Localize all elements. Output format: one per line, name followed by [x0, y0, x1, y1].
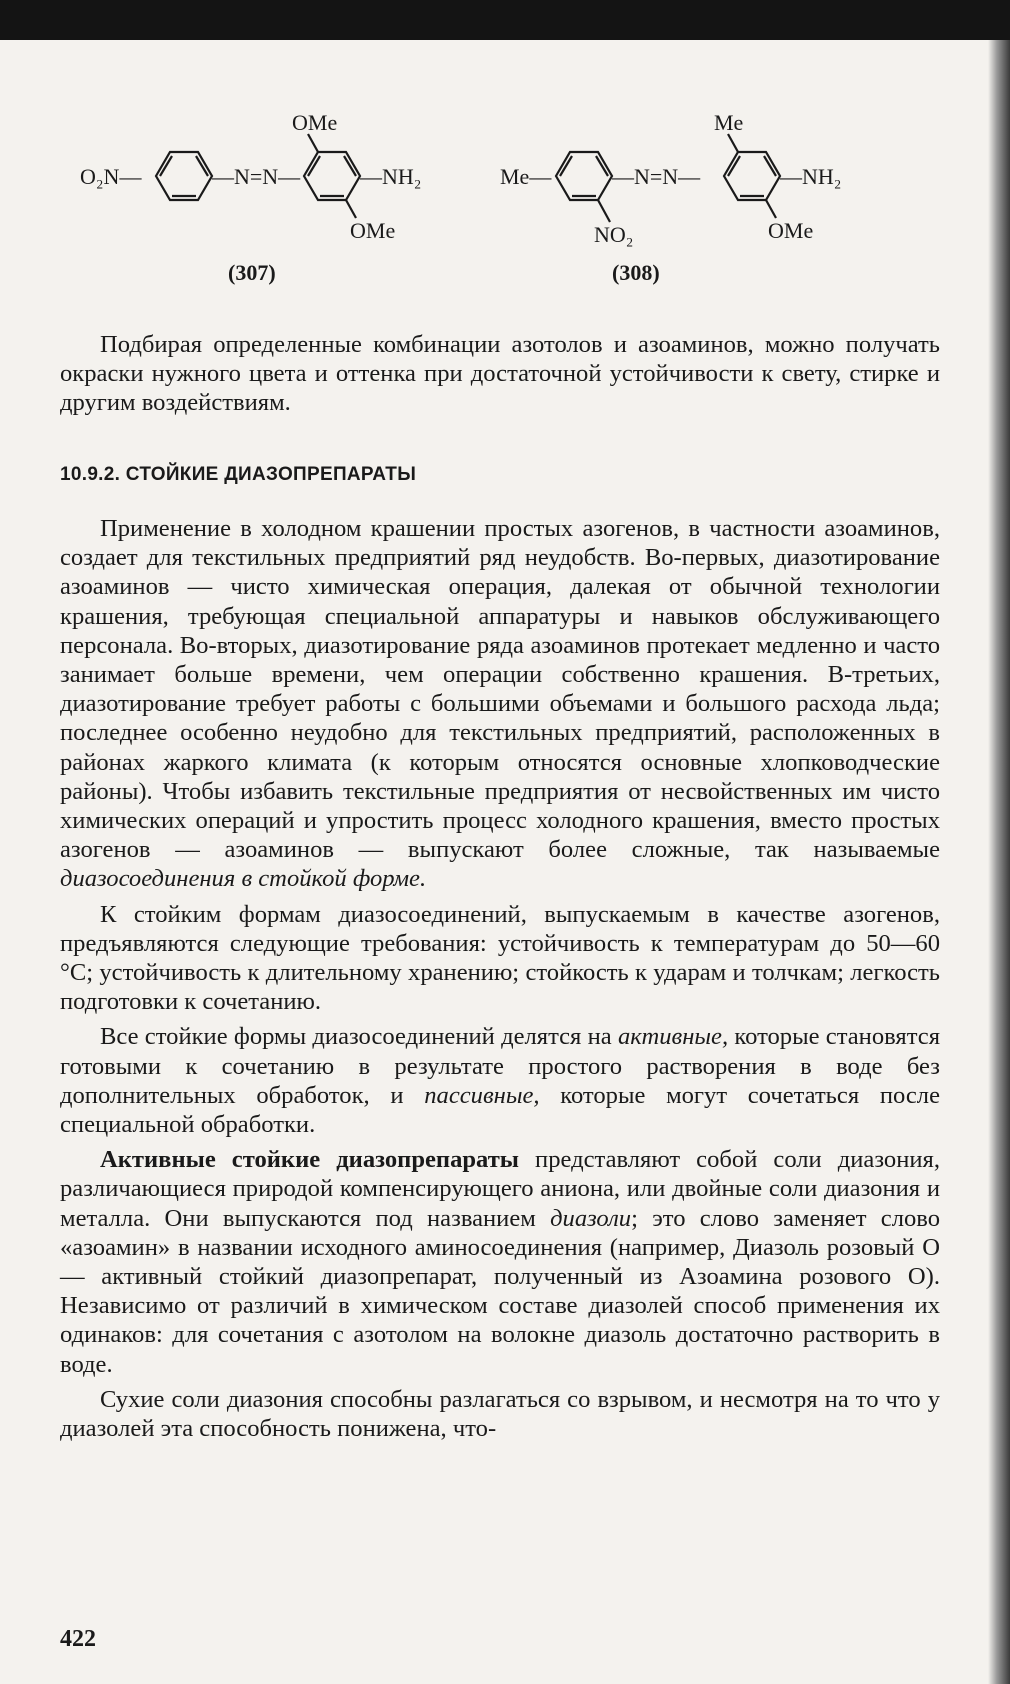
f307-left-group: O₂N— [80, 164, 142, 189]
page-number: 422 [60, 1626, 96, 1652]
f307-azo: —N=N— [212, 164, 301, 189]
book-page [60, 40, 940, 1660]
chemical-formulas [60, 40, 940, 340]
scan-right-border [988, 40, 1010, 1684]
term-active: активные, [617, 1023, 729, 1051]
paragraph-3-b: которые становятся готовыми к сочетанию в результате простого растворения в воде без дополнительных обработок, и [60, 1023, 940, 1109]
benzene-ring-308a [556, 152, 612, 200]
term-diazoli: диазоли [550, 1204, 632, 1232]
paragraph-1-italic: диазосоединения в стойкой форме. [60, 865, 427, 893]
scan-top-border [0, 0, 1010, 40]
benzene-ring-307a [156, 152, 212, 200]
f307-right-group: —NH₂ [360, 164, 422, 189]
f307-number: (307) [228, 260, 276, 285]
f308-top-sub: Me [714, 110, 744, 135]
paragraph-4-a: представляют собой соли диазония, различающиеся природой компенсирующего аниона, или двойные соли диазония и металла. Они выпускаются под названием [60, 1146, 940, 1232]
paragraph-4-b: ; это слово заменяет слово «азоамин» в названии исходного аминосоединения (например, Диазоль розовый О — активный стойкий диазопрепарат, полученный из Азоамина розового О). Независимо от различий в химическом составе диазолей способ применения их одинаков: для сочетания с азотолом на волокне диазоль достаточно растворить в воде. [60, 1204, 940, 1378]
body-text [60, 514, 940, 1449]
paragraph-3-a: Все стойкие формы диазосоединений делятся на [100, 1023, 618, 1051]
paragraph-5: Сухие соли диазония способны разлагаться со взрывом, и несмотря на то что у диазолей эта способность понижена, что- [60, 1385, 940, 1443]
term-active-diazo: Активные стойкие диазопрепараты [100, 1146, 520, 1174]
paragraph-1-text: Применение в холодном крашении простых азогенов, в частности азоаминов, создает для текстильных предприятий ряд неудобств. Во-первых, диазотирование азоаминов — чисто химическая операция, далекая от обычной технологии крашения, требующая специальной аппаратуры и навыков обслуживающего персонала. Во-вторых, диазотирование ряда азоаминов протекает медленно и часто занимает больше времени, чем операции собственно крашения. В-третьих, диазотирование требует работы с большими объемами и большого расхода льда; последнее особенно неудобно для текстильных предприятий, расположенных в районах жаркого климата (к которым относятся основные хлопководческие районы). Чтобы избавить текстильные предприятия от несвойственных им чисто химических операций и упростить процесс холодного крашения, вместо простых азогенов — азоаминов — выпускают более сложные, так называемые [60, 515, 940, 864]
term-passive: пассивные, [424, 1081, 540, 1109]
f308-number: (308) [612, 260, 660, 285]
f308-right-group: —NH₂ [780, 164, 842, 189]
paragraph-2: К стойким формам диазосоединений, выпускаемым в качестве азогенов, предъявляются следующие требования: устойчивость к температурам до 50—60 °С; устойчивость к длительному хранению; стойкость к ударам и толчкам; легкость подготовки к сочетанию. [60, 900, 940, 1016]
f308-left-group: Me— [500, 164, 552, 189]
section-heading: 10.9.2. СТОЙКИЕ ДИАЗОПРЕПАРАТЫ [60, 464, 417, 485]
structural-formulas [60, 100, 940, 340]
paragraph-4 [60, 1145, 940, 1379]
benzene-ring-308b [724, 152, 780, 200]
f307-bottom-sub: OMe [350, 218, 396, 243]
paragraph-1 [60, 514, 940, 894]
f308-azo: —N=N— [612, 164, 701, 189]
f307-top-sub: OMe [292, 110, 338, 135]
paragraph-3 [60, 1022, 940, 1139]
benzene-ring-307b [304, 152, 360, 200]
paragraph-3-c: которые могут сочетаться после специальной обработки. [60, 1081, 940, 1139]
intro-paragraph: Подбирая определенные комбинации азотолов и азоаминов, можно получать окраски нужного цвета и оттенка при достаточной устойчивости к свету, стирке и другим воздействиям. [60, 331, 940, 417]
f308-nitro: NO₂ [594, 222, 634, 247]
f308-bottom-sub: OMe [768, 218, 814, 243]
